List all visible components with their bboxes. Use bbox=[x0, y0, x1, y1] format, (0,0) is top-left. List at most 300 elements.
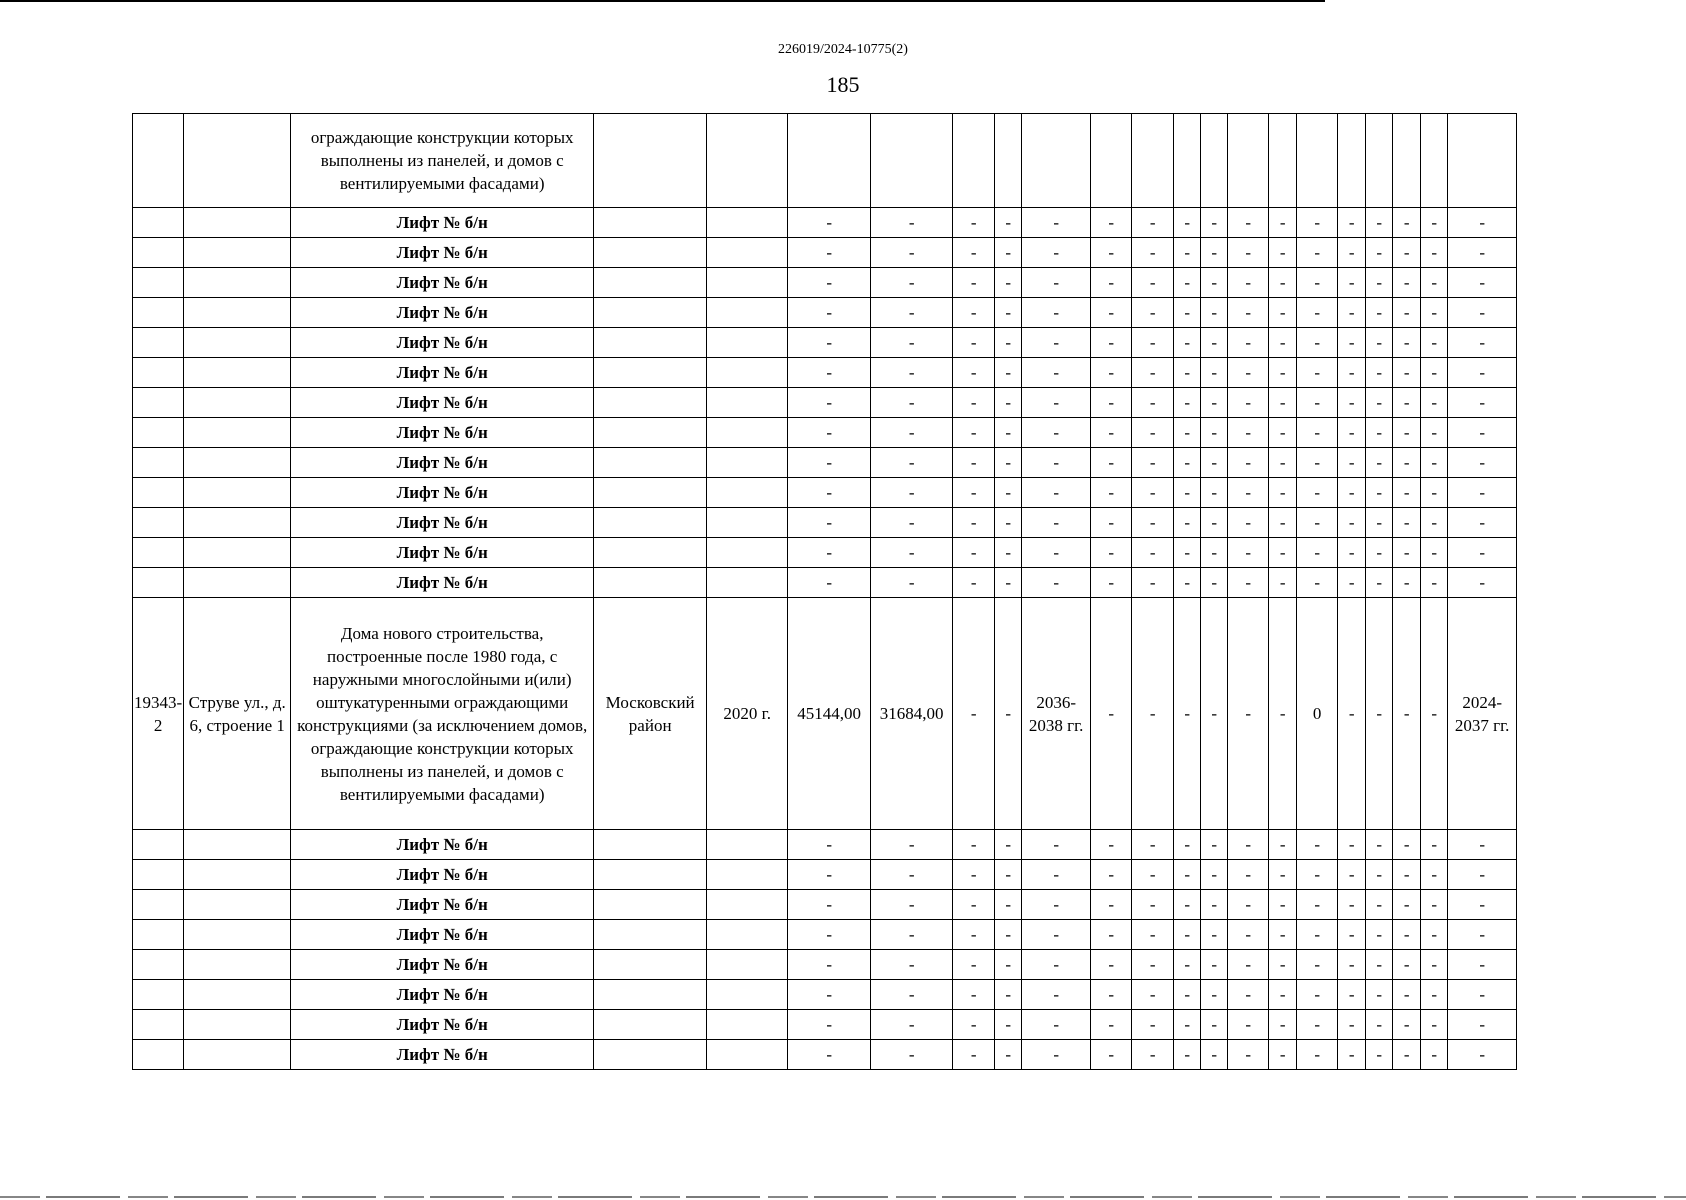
cell-dash: - bbox=[1366, 830, 1393, 860]
cell-empty bbox=[133, 298, 184, 328]
cell-dash: - bbox=[1448, 298, 1517, 328]
cell-dash: - bbox=[1366, 388, 1393, 418]
cell-building-description: Дома нового строительства, построенные после 1980 года, с наружными многослойными и(или) оштукатуренными ограждающими конструкциями (за исключением домов, ограждающие конструкции которых выполнены из панелей, и домов с вентилируемыми фасадами) bbox=[291, 598, 594, 830]
cell-dash: - bbox=[1174, 890, 1201, 920]
cell-empty bbox=[133, 950, 184, 980]
cell-dash: - bbox=[1132, 268, 1174, 298]
cell-empty bbox=[184, 890, 291, 920]
cell-empty bbox=[594, 568, 707, 598]
cell-dash: - bbox=[1174, 598, 1201, 830]
cell-dash: - bbox=[1132, 920, 1174, 950]
cell-dash: - bbox=[1174, 1040, 1201, 1070]
cell-empty bbox=[594, 238, 707, 268]
lift-row bbox=[133, 830, 1517, 860]
cell-dash: - bbox=[953, 568, 995, 598]
cell-dash: - bbox=[1174, 1010, 1201, 1040]
cell-dash: - bbox=[1022, 538, 1091, 568]
cell-dash: - bbox=[1022, 268, 1091, 298]
cell-dash: - bbox=[871, 950, 953, 980]
cell-dash: - bbox=[1393, 478, 1421, 508]
cell-dash: - bbox=[1393, 358, 1421, 388]
cell-dash: - bbox=[1228, 478, 1269, 508]
cell-dash: - bbox=[1297, 920, 1338, 950]
cell-dash: - bbox=[995, 448, 1022, 478]
cell-dash: - bbox=[1269, 1040, 1297, 1070]
cell-dash: - bbox=[1201, 268, 1228, 298]
cell-dash: - bbox=[1201, 830, 1228, 860]
repair-schedule-table bbox=[132, 113, 1517, 1070]
cell-empty bbox=[184, 448, 291, 478]
cell-dash: - bbox=[1366, 1040, 1393, 1070]
cell-dash: - bbox=[1201, 890, 1228, 920]
cell-dash: - bbox=[1132, 508, 1174, 538]
cell-dash: - bbox=[1297, 478, 1338, 508]
lift-row bbox=[133, 508, 1517, 538]
cell-dash: - bbox=[1022, 298, 1091, 328]
cell-dash: - bbox=[995, 268, 1022, 298]
cell-dash: - bbox=[953, 328, 995, 358]
cell-dash: - bbox=[1022, 980, 1091, 1010]
lift-label: Лифт № б/н bbox=[291, 1040, 594, 1070]
cell-dash: - bbox=[1338, 950, 1366, 980]
cell-dash: - bbox=[1393, 1040, 1421, 1070]
cell-dash: - bbox=[788, 950, 871, 980]
cell-empty bbox=[133, 448, 184, 478]
cell-dash: - bbox=[1132, 890, 1174, 920]
top-border-line bbox=[0, 0, 1325, 2]
cell-dash: - bbox=[1448, 920, 1517, 950]
cell-empty bbox=[594, 980, 707, 1010]
cell-dash: - bbox=[1132, 418, 1174, 448]
lift-row bbox=[133, 1010, 1517, 1040]
cell-dash: - bbox=[1297, 1040, 1338, 1070]
cell-dash: - bbox=[1366, 298, 1393, 328]
lift-label: Лифт № б/н bbox=[291, 860, 594, 890]
cell-dash: - bbox=[1366, 238, 1393, 268]
lift-label: Лифт № б/н bbox=[291, 358, 594, 388]
cell-dash: - bbox=[1366, 208, 1393, 238]
cell-empty bbox=[133, 478, 184, 508]
cell-dash: - bbox=[1174, 238, 1201, 268]
lift-row bbox=[133, 920, 1517, 950]
cell-dash: - bbox=[1132, 568, 1174, 598]
cell-empty bbox=[594, 478, 707, 508]
cell-dash: - bbox=[1297, 830, 1338, 860]
cell-dash: - bbox=[1091, 418, 1132, 448]
cell-empty bbox=[594, 268, 707, 298]
cell-empty bbox=[184, 328, 291, 358]
cell-dash: - bbox=[1338, 980, 1366, 1010]
cell-dash: - bbox=[1393, 830, 1421, 860]
cell-dash: - bbox=[1297, 890, 1338, 920]
cell-dash: - bbox=[1228, 358, 1269, 388]
lift-label: Лифт № б/н bbox=[291, 328, 594, 358]
cell-dash: - bbox=[1091, 298, 1132, 328]
lift-label: Лифт № б/н bbox=[291, 448, 594, 478]
cell-dash: - bbox=[788, 418, 871, 448]
cell-dash: - bbox=[1174, 388, 1201, 418]
cell-dash: - bbox=[995, 1040, 1022, 1070]
cell-dash: - bbox=[953, 448, 995, 478]
cell-empty bbox=[133, 920, 184, 950]
cell-dash: - bbox=[871, 478, 953, 508]
cell-dash: - bbox=[1174, 448, 1201, 478]
cell-dash: - bbox=[1132, 950, 1174, 980]
cell-dash: - bbox=[1091, 538, 1132, 568]
cell-dash: - bbox=[1297, 328, 1338, 358]
cell-dash: - bbox=[1448, 980, 1517, 1010]
cell-dash: - bbox=[1132, 860, 1174, 890]
cell-dash: - bbox=[1338, 328, 1366, 358]
cell-dash: - bbox=[1448, 860, 1517, 890]
cell-dash: - bbox=[1201, 950, 1228, 980]
cell-empty bbox=[707, 920, 788, 950]
lift-row bbox=[133, 980, 1517, 1010]
cell-dash: - bbox=[1421, 358, 1448, 388]
cell-empty bbox=[184, 980, 291, 1010]
cell-dash: - bbox=[1366, 920, 1393, 950]
cell-dash: - bbox=[1091, 598, 1132, 830]
cell-dash: - bbox=[1132, 598, 1174, 830]
cell-dash: - bbox=[995, 980, 1022, 1010]
cell-dash: - bbox=[1338, 1040, 1366, 1070]
continued-row bbox=[133, 114, 1517, 208]
lift-row bbox=[133, 1040, 1517, 1070]
cell-dash: - bbox=[1338, 298, 1366, 328]
cell-dash: - bbox=[1201, 358, 1228, 388]
cell-dash: - bbox=[1297, 298, 1338, 328]
cell-empty bbox=[594, 538, 707, 568]
cell-dash: - bbox=[1174, 920, 1201, 950]
cell-dash: - bbox=[1269, 418, 1297, 448]
lift-row bbox=[133, 298, 1517, 328]
cell-dash: - bbox=[1228, 388, 1269, 418]
cell-dash: - bbox=[1091, 328, 1132, 358]
lift-label: Лифт № б/н bbox=[291, 388, 594, 418]
cell-dash: - bbox=[1393, 568, 1421, 598]
cell-dash: - bbox=[1269, 388, 1297, 418]
cell-dash: - bbox=[1022, 448, 1091, 478]
cell-dash: - bbox=[1091, 388, 1132, 418]
cell-empty bbox=[707, 268, 788, 298]
cell-dash: - bbox=[1269, 890, 1297, 920]
cell-dash: - bbox=[1297, 538, 1338, 568]
cell-dash: - bbox=[1421, 508, 1448, 538]
cell-dash: - bbox=[1393, 920, 1421, 950]
cell-dash: - bbox=[1338, 538, 1366, 568]
cell-dash: - bbox=[1448, 1010, 1517, 1040]
cell-dash: - bbox=[1366, 950, 1393, 980]
cell-dash: - bbox=[1091, 1010, 1132, 1040]
cell-dash: - bbox=[1174, 830, 1201, 860]
cell-dash: - bbox=[1421, 860, 1448, 890]
cell-dash: - bbox=[1269, 568, 1297, 598]
cell-dash: - bbox=[995, 598, 1022, 830]
cell-dash: - bbox=[1174, 538, 1201, 568]
cell-dash: - bbox=[1091, 478, 1132, 508]
cell-building-id: 19343-2 bbox=[133, 598, 184, 830]
cell-empty bbox=[594, 860, 707, 890]
cell-dash: - bbox=[1421, 950, 1448, 980]
cell-dash: - bbox=[871, 920, 953, 950]
lift-label: Лифт № б/н bbox=[291, 238, 594, 268]
cell-dash: - bbox=[1174, 508, 1201, 538]
cell-dash: - bbox=[1132, 1010, 1174, 1040]
cell-dash: - bbox=[871, 448, 953, 478]
cell-building-district: Московский район bbox=[594, 598, 707, 830]
cell-dash: - bbox=[1297, 950, 1338, 980]
cell-dash: - bbox=[1201, 1010, 1228, 1040]
cell-dash: - bbox=[1421, 598, 1448, 830]
cell-dash: - bbox=[995, 1010, 1022, 1040]
cell-empty bbox=[184, 950, 291, 980]
cell-dash: - bbox=[1228, 920, 1269, 950]
lift-label: Лифт № б/н bbox=[291, 1010, 594, 1040]
cell-dash: - bbox=[1174, 478, 1201, 508]
cell-dash: - bbox=[1201, 298, 1228, 328]
cell-dash: - bbox=[1366, 508, 1393, 538]
cell-empty bbox=[594, 358, 707, 388]
cell-dash: - bbox=[995, 920, 1022, 950]
cell-dash: - bbox=[953, 920, 995, 950]
cell-empty bbox=[707, 508, 788, 538]
cell-empty bbox=[184, 238, 291, 268]
cell-dash: - bbox=[1297, 268, 1338, 298]
cell-dash: - bbox=[1201, 568, 1228, 598]
cell-dash: - bbox=[1228, 538, 1269, 568]
cell-dash: - bbox=[788, 388, 871, 418]
cell-empty bbox=[707, 358, 788, 388]
cell-dash: - bbox=[1022, 388, 1091, 418]
cell-description: ограждающие конструкции которых выполнены из панелей, и домов с вентилируемыми фасадами) bbox=[291, 114, 594, 208]
cell-dash: - bbox=[953, 478, 995, 508]
cell-dash: - bbox=[1201, 860, 1228, 890]
cell-empty bbox=[133, 358, 184, 388]
cell-dash: - bbox=[1228, 598, 1269, 830]
cell-dash: - bbox=[1174, 208, 1201, 238]
cell-empty bbox=[133, 1010, 184, 1040]
cell-dash: - bbox=[1448, 448, 1517, 478]
cell-dash: - bbox=[953, 508, 995, 538]
cell-dash: - bbox=[788, 208, 871, 238]
cell-dash: - bbox=[1297, 448, 1338, 478]
cell-dash: - bbox=[1132, 538, 1174, 568]
cell-empty bbox=[184, 298, 291, 328]
cell-empty bbox=[133, 328, 184, 358]
cell-dash: - bbox=[1366, 358, 1393, 388]
cell-dash: - bbox=[1366, 478, 1393, 508]
cell-dash: - bbox=[1174, 328, 1201, 358]
lift-row bbox=[133, 568, 1517, 598]
cell-dash: - bbox=[1393, 238, 1421, 268]
cell-dash: - bbox=[1132, 358, 1174, 388]
cell-dash: - bbox=[1022, 478, 1091, 508]
cell-empty bbox=[184, 860, 291, 890]
lift-row bbox=[133, 950, 1517, 980]
cell-dash: - bbox=[1366, 328, 1393, 358]
cell-dash: - bbox=[1421, 1010, 1448, 1040]
cell-empty bbox=[707, 860, 788, 890]
lift-label: Лифт № б/н bbox=[291, 538, 594, 568]
cell-dash: - bbox=[1448, 1040, 1517, 1070]
cell-dash: - bbox=[1269, 328, 1297, 358]
cell-empty bbox=[707, 538, 788, 568]
cell-dash: - bbox=[788, 238, 871, 268]
cell-dash: - bbox=[995, 890, 1022, 920]
lift-row bbox=[133, 860, 1517, 890]
cell-dash: - bbox=[1393, 418, 1421, 448]
cell-empty bbox=[594, 448, 707, 478]
cell-dash: - bbox=[1174, 418, 1201, 448]
bottom-scan-line bbox=[0, 1196, 1686, 1198]
cell-dash: - bbox=[1366, 860, 1393, 890]
cell-dash: - bbox=[871, 268, 953, 298]
cell-dash: - bbox=[953, 1040, 995, 1070]
cell-dash: - bbox=[1421, 890, 1448, 920]
lift-row bbox=[133, 448, 1517, 478]
cell-dash: - bbox=[871, 890, 953, 920]
cell-dash: - bbox=[995, 538, 1022, 568]
cell-dash: - bbox=[995, 508, 1022, 538]
cell-period-repair: 2036-2038 гг. bbox=[1022, 598, 1091, 830]
cell-dash: - bbox=[1393, 598, 1421, 830]
cell-dash: - bbox=[995, 478, 1022, 508]
cell-empty bbox=[707, 448, 788, 478]
cell-dash: - bbox=[788, 860, 871, 890]
cell-dash: - bbox=[1228, 1010, 1269, 1040]
cell-empty bbox=[133, 388, 184, 418]
page-number: 185 bbox=[826, 72, 860, 97]
cell-dash: - bbox=[1338, 598, 1366, 830]
cell-dash: - bbox=[788, 538, 871, 568]
cell-dash: - bbox=[871, 1040, 953, 1070]
lift-label: Лифт № б/н bbox=[291, 418, 594, 448]
cell-dash: - bbox=[1366, 568, 1393, 598]
cell-empty bbox=[707, 1040, 788, 1070]
cell-dash: - bbox=[1091, 358, 1132, 388]
cell-dash: - bbox=[1091, 890, 1132, 920]
cell-dash: - bbox=[1393, 950, 1421, 980]
cell-dash: - bbox=[995, 568, 1022, 598]
cell-empty bbox=[707, 890, 788, 920]
lift-row bbox=[133, 208, 1517, 238]
cell-dash: - bbox=[788, 890, 871, 920]
lift-row bbox=[133, 358, 1517, 388]
cell-dash: - bbox=[871, 328, 953, 358]
cell-dash: - bbox=[1338, 508, 1366, 538]
cell-dash: - bbox=[1393, 208, 1421, 238]
cell-dash: - bbox=[1448, 208, 1517, 238]
cell-empty bbox=[594, 508, 707, 538]
cell-empty bbox=[594, 920, 707, 950]
cell-dash: - bbox=[1448, 830, 1517, 860]
cell-empty bbox=[594, 388, 707, 418]
cell-dash: - bbox=[1132, 980, 1174, 1010]
lift-row bbox=[133, 478, 1517, 508]
cell-dash: - bbox=[1393, 1010, 1421, 1040]
cell-dash: - bbox=[1421, 538, 1448, 568]
cell-dash: - bbox=[953, 1010, 995, 1040]
cell-dash: - bbox=[1022, 950, 1091, 980]
lift-label: Лифт № б/н bbox=[291, 478, 594, 508]
cell-dash: - bbox=[1228, 890, 1269, 920]
cell-empty bbox=[133, 890, 184, 920]
cell-dash: - bbox=[1228, 860, 1269, 890]
cell-empty bbox=[707, 1010, 788, 1040]
cell-dash: - bbox=[1269, 538, 1297, 568]
cell-dash: - bbox=[1366, 890, 1393, 920]
cell-dash: - bbox=[871, 508, 953, 538]
cell-dash: - bbox=[1421, 980, 1448, 1010]
cell-dash: - bbox=[1393, 980, 1421, 1010]
cell-dash: - bbox=[953, 950, 995, 980]
cell-dash: - bbox=[953, 388, 995, 418]
cell-dash: - bbox=[1448, 478, 1517, 508]
cell-dash: - bbox=[1393, 860, 1421, 890]
cell-dash: - bbox=[1091, 830, 1132, 860]
cell-empty bbox=[594, 1010, 707, 1040]
cell-dash: - bbox=[1174, 568, 1201, 598]
cell-dash: - bbox=[1269, 268, 1297, 298]
cell-empty bbox=[184, 538, 291, 568]
cell-dash: - bbox=[953, 238, 995, 268]
cell-dash: - bbox=[1338, 268, 1366, 298]
lift-label: Лифт № б/н bbox=[291, 268, 594, 298]
cell-dash: - bbox=[1022, 208, 1091, 238]
cell-dash: - bbox=[953, 830, 995, 860]
cell-dash: - bbox=[1421, 1040, 1448, 1070]
lift-row bbox=[133, 268, 1517, 298]
cell-dash: - bbox=[1022, 328, 1091, 358]
cell-empty bbox=[594, 418, 707, 448]
cell-dash: - bbox=[1297, 238, 1338, 268]
cell-dash: - bbox=[1228, 1040, 1269, 1070]
cell-dash: - bbox=[1366, 598, 1393, 830]
cell-dash: - bbox=[995, 388, 1022, 418]
cell-empty bbox=[184, 568, 291, 598]
cell-dash: - bbox=[1393, 538, 1421, 568]
cell-dash: - bbox=[1297, 980, 1338, 1010]
cell-dash: - bbox=[788, 508, 871, 538]
cell-dash: - bbox=[953, 298, 995, 328]
cell-dash: - bbox=[1448, 238, 1517, 268]
cell-dash: - bbox=[871, 388, 953, 418]
cell-dash: - bbox=[788, 478, 871, 508]
cell-empty bbox=[133, 508, 184, 538]
cell-dash: - bbox=[1228, 980, 1269, 1010]
cell-dash: - bbox=[1228, 568, 1269, 598]
cell-dash: - bbox=[1338, 568, 1366, 598]
cell-dash: - bbox=[1338, 238, 1366, 268]
cell-dash: - bbox=[1174, 358, 1201, 388]
building-row bbox=[133, 598, 1517, 830]
cell-dash: - bbox=[995, 860, 1022, 890]
lift-row bbox=[133, 890, 1517, 920]
lift-label: Лифт № б/н bbox=[291, 298, 594, 328]
lift-label: Лифт № б/н bbox=[291, 568, 594, 598]
cell-empty bbox=[184, 508, 291, 538]
cell-dash: - bbox=[1269, 448, 1297, 478]
cell-dash: - bbox=[1091, 508, 1132, 538]
cell-dash: - bbox=[1448, 268, 1517, 298]
cell-empty bbox=[184, 920, 291, 950]
cell-dash: - bbox=[1228, 298, 1269, 328]
cell-dash: - bbox=[1393, 448, 1421, 478]
cell-dash: - bbox=[1201, 598, 1228, 830]
cell-dash: - bbox=[1201, 478, 1228, 508]
cell-dash: - bbox=[1132, 328, 1174, 358]
cell-dash: - bbox=[1393, 508, 1421, 538]
